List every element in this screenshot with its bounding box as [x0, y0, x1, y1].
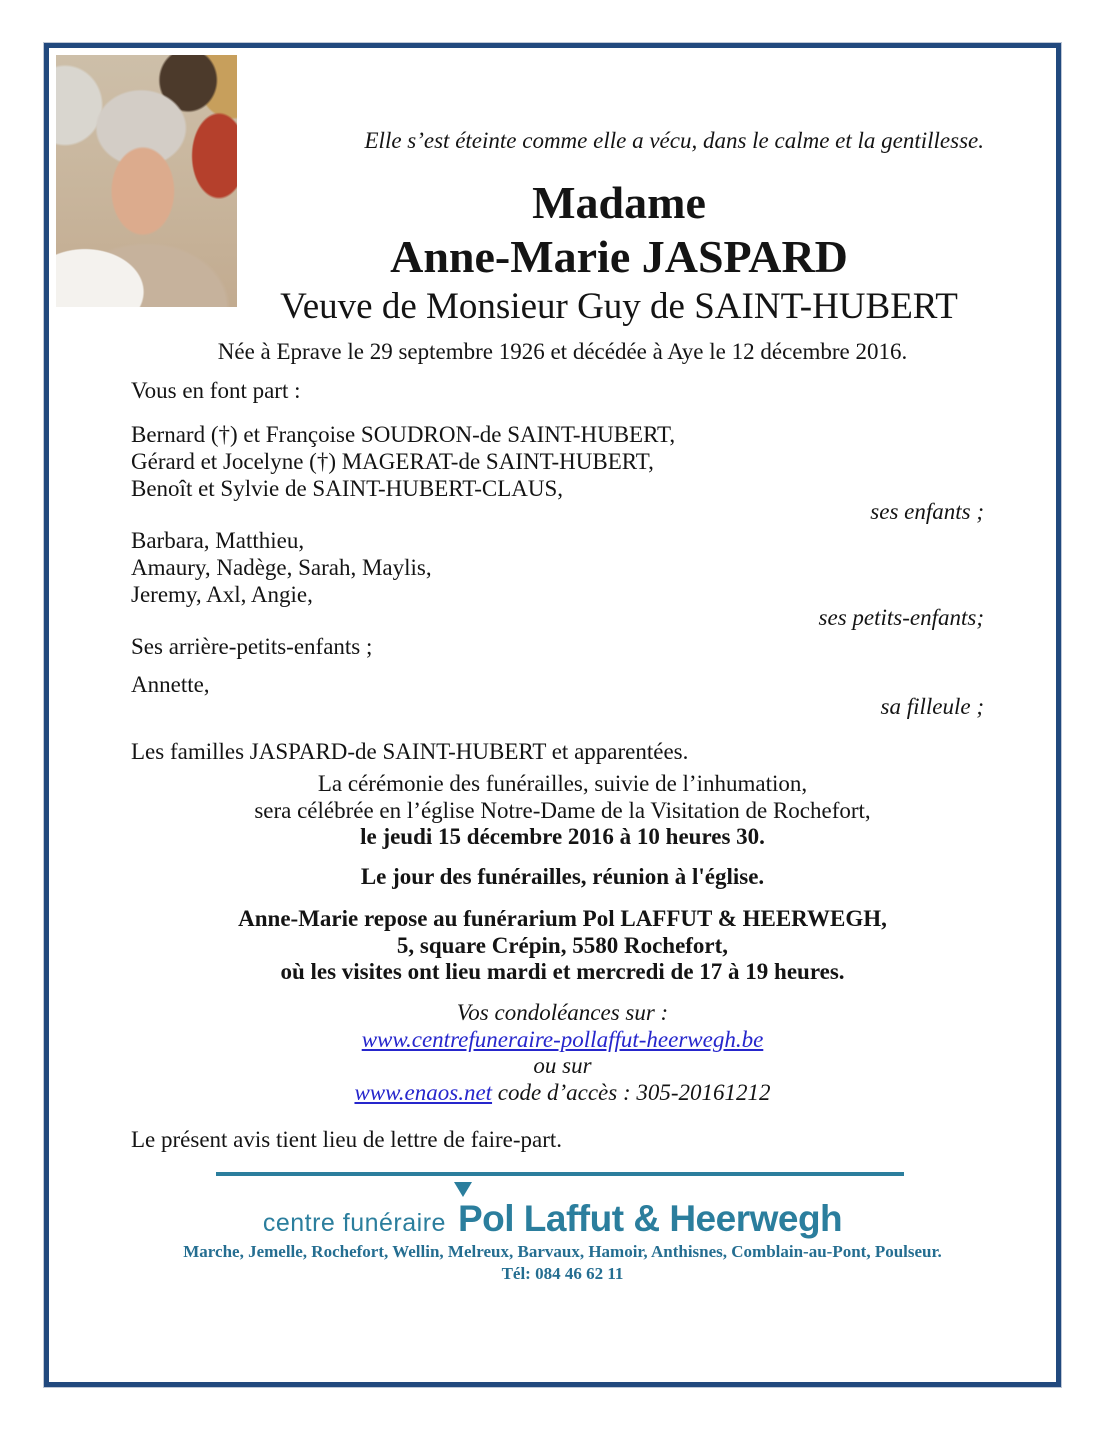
condolences-block: [85, 1000, 1040, 1106]
grandchildren-list: [131, 527, 432, 608]
brand-large-text: Pol Laffut & Heerwegh: [457, 1198, 843, 1239]
epitaph-quote: Elle s’est éteinte comme elle a vécu, dans le calme et la gentillesse.: [364, 128, 984, 153]
great-grandchildren-line: Ses arrière-petits-enfants ;: [131, 634, 373, 659]
deceased-name: Anne-Marie JASPARD: [390, 231, 848, 282]
brand-large-wrap: [458, 1198, 842, 1240]
goddaughter-caption: sa filleule ;: [880, 694, 984, 719]
children-list: [131, 421, 675, 502]
grandchildren-line: Jeremy, Axl, Angie,: [131, 582, 313, 607]
access-code-text: code d’accès : 305-20161212: [497, 1079, 771, 1105]
brand-phone: Tél: 084 46 62 11: [501, 1264, 624, 1283]
widow-subtitle: Veuve de Monsieur Guy de SAINT-HUBERT: [280, 286, 958, 327]
condolences-heading: Vos condoléances sur :: [456, 1000, 669, 1025]
children-line: Gérard et Jocelyne (†) MAGERAT-de SAINT-HUBERT,: [131, 449, 654, 474]
footer-divider: [216, 1172, 904, 1176]
announcement-intro: Vous en font part :: [131, 378, 301, 403]
ceremony-line-1: La cérémonie des funérailles, suivie de l’inhumation,: [317, 771, 808, 796]
goddaughter-name: Annette,: [131, 672, 210, 697]
children-line: Bernard (†) et Françoise SOUDRON-de SAINT-HUBERT,: [131, 422, 676, 447]
ceremony-date-line: le jeudi 15 décembre 2016 à 10 heures 30.: [360, 824, 765, 849]
title-madame: Madame: [532, 177, 706, 228]
condolences-or-text: ou sur: [533, 1053, 592, 1078]
brand-triangle-icon: [454, 1182, 472, 1197]
families-line: Les familles JASPARD-de SAINT-HUBERT et apparentées.: [131, 739, 689, 764]
wake-line-1: Anne-Marie repose au funérarium Pol LAFFUT & HEERWEGH,: [238, 906, 887, 931]
grandchildren-line: Amaury, Nadège, Sarah, Maylis,: [131, 555, 432, 580]
funeral-home-logo: [49, 1198, 1056, 1240]
portrait-photo: [56, 55, 237, 307]
brand-small-text: centre funéraire: [262, 1209, 446, 1237]
wake-line-3: où les visites ont lieu mardi et mercredi de 17 à 19 heures.: [280, 959, 845, 984]
condolences-link-2[interactable]: www.enaos.net: [354, 1079, 493, 1105]
ceremony-block: [85, 771, 1040, 851]
wake-line-2: 5, square Crépin, 5580 Rochefort,: [396, 932, 729, 958]
reunion-line: Le jour des funérailles, réunion à l'église.: [360, 864, 765, 889]
grandchildren-line: Barbara, Matthieu,: [131, 528, 305, 553]
children-caption: ses enfants ;: [870, 499, 984, 524]
header-block: [237, 176, 1001, 330]
notice-line: Le présent avis tient lieu de lettre de faire-part.: [131, 1127, 563, 1152]
children-line: Benoît et Sylvie de SAINT-HUBERT-CLAUS,: [131, 476, 564, 501]
condolences-link-1[interactable]: www.centrefuneraire-pollaffut-heerwegh.be: [361, 1026, 764, 1052]
birth-death-line: Née à Eprave le 29 septembre 1926 et décédée à Aye le 12 décembre 2016.: [217, 339, 908, 364]
wake-block: [85, 906, 1040, 986]
ceremony-line-2: sera célébrée en l’église Notre-Dame de la Visitation de Rochefort,: [254, 797, 871, 823]
grandchildren-caption: ses petits-enfants;: [818, 605, 984, 630]
brand-locations: Marche, Jemelle, Rochefort, Wellin, Melreux, Barvaux, Hamoir, Anthisnes, Comblain-au-Pont, Poulseur.: [183, 1242, 942, 1261]
